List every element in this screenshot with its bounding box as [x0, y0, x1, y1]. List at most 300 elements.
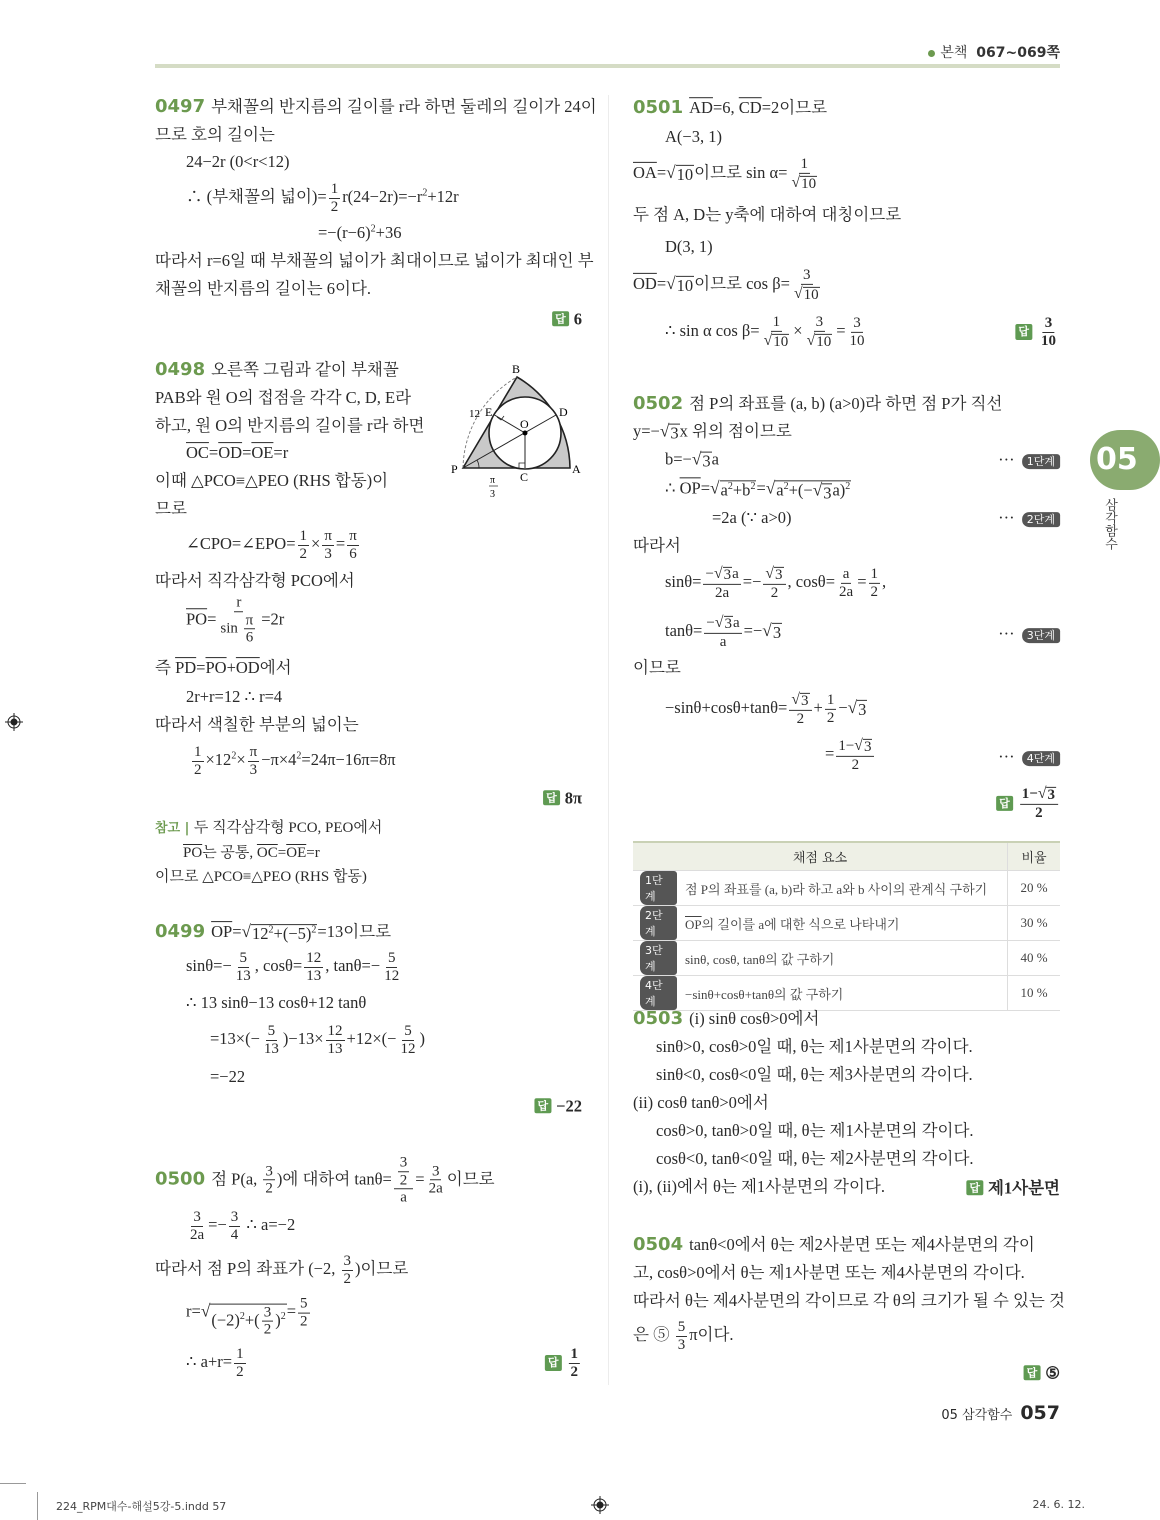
expr: [186, 687, 282, 706]
text: 2: [330, 198, 339, 215]
text: =13×(−: [210, 1028, 260, 1048]
denominator: [1033, 805, 1045, 822]
fraction: [342, 1253, 354, 1287]
text-line: [186, 950, 403, 984]
answer: [552, 309, 582, 329]
text-line: [186, 1296, 312, 1339]
text: =: [286, 1301, 296, 1321]
text: r: [236, 594, 242, 611]
text: b=−: [665, 449, 692, 469]
denominator: [329, 199, 341, 216]
text: 1: [330, 181, 339, 197]
expr: [665, 237, 713, 256]
text: =: [656, 162, 667, 182]
text: 2: [299, 545, 308, 562]
fraction: [789, 691, 811, 727]
radicand: [724, 616, 734, 633]
text-line: [155, 359, 399, 381]
radicand: [815, 333, 832, 350]
fraction: [244, 612, 256, 646]
radicand: [723, 567, 733, 584]
text: 점 P의 좌표를 (a, b) (a>0)라 하면 점 P가 직선: [689, 394, 1003, 414]
expr: [665, 478, 851, 503]
text-line: [633, 393, 1002, 415]
text: 1: [194, 744, 202, 760]
fraction: [262, 1023, 281, 1057]
text-line: [665, 314, 869, 350]
text: 따라서: [633, 536, 681, 556]
square-root: [765, 565, 783, 584]
answer-badge: 답: [1015, 324, 1032, 339]
text: 3: [702, 451, 711, 471]
text: 10: [816, 333, 832, 350]
fraction: [805, 314, 835, 350]
text: 3: [263, 1304, 272, 1321]
text: 12: [327, 1023, 343, 1039]
text: 13: [306, 967, 322, 984]
text: 제1사분면: [987, 1177, 1060, 1197]
text: 2: [826, 709, 835, 726]
expr: [210, 1067, 245, 1086]
text: =2r: [261, 608, 285, 628]
numerator: [825, 692, 837, 710]
denominator: [322, 546, 334, 563]
text: +12×(−: [346, 1028, 397, 1048]
numerator: [329, 181, 341, 199]
radical-sign-icon: √: [713, 564, 723, 582]
text-line: [656, 1149, 974, 1169]
square-root: [762, 621, 782, 642]
text: 2: [263, 1321, 272, 1338]
fraction: [394, 1154, 414, 1206]
label-P: P: [451, 462, 458, 476]
text: 3: [775, 566, 783, 583]
text: 부채꼴의 반지름의 길이를 r라 하면 둘레의 길이가 24이: [211, 97, 597, 117]
text-line: [186, 181, 459, 215]
radicand: [800, 693, 810, 710]
table-row: [633, 941, 1060, 976]
denominator: [1039, 333, 1058, 350]
text: =−22: [210, 1067, 246, 1087]
fraction: [825, 692, 837, 726]
numerator: [192, 744, 204, 762]
header-pages: 067~069쪽: [976, 45, 1060, 61]
fraction: [704, 614, 741, 650]
answer-badge: 답: [996, 795, 1013, 810]
step-badge: 3단계: [1022, 628, 1060, 643]
registration-mark-icon: [5, 713, 23, 731]
fraction: [229, 1209, 241, 1243]
denominator: [262, 1322, 274, 1339]
text: =: [207, 608, 217, 628]
denominator: [713, 585, 731, 602]
radical-sign-icon: √: [666, 162, 676, 182]
bullet-icon: [928, 50, 935, 57]
text: 3: [858, 699, 867, 719]
scoring-table: [633, 841, 1060, 1011]
answer-badge: 답: [545, 1355, 562, 1370]
text: 3: [399, 1154, 408, 1171]
expr: [633, 422, 792, 441]
expr: [665, 450, 719, 469]
text: 2a: [715, 584, 730, 601]
text-line: [966, 1176, 1060, 1198]
chapter-number: 05: [1096, 442, 1138, 477]
text: 10: [849, 332, 865, 349]
text: 1: [772, 313, 781, 330]
denominator: [427, 1181, 445, 1198]
text: ×: [236, 749, 246, 769]
radicand: [676, 276, 695, 294]
text: (i), (ii)에서 θ는 제1사분면의 각이다.: [633, 1177, 885, 1197]
expr: [665, 613, 782, 650]
fraction: [322, 528, 334, 562]
segment: [689, 98, 713, 117]
text-line: [155, 1154, 495, 1206]
text-line: [656, 1121, 974, 1141]
text: $\overline{PO}$: [183, 845, 203, 861]
expr: [318, 223, 401, 242]
numerator: [266, 1023, 278, 1041]
label-A: A: [572, 462, 581, 476]
segment: [218, 443, 242, 462]
text: 2: [311, 924, 317, 936]
fraction: [836, 737, 874, 773]
text: =: [825, 743, 835, 763]
label-C: C: [520, 470, 529, 484]
fraction: [398, 1023, 417, 1057]
text: ,: [882, 571, 887, 591]
text: 2: [300, 1313, 308, 1330]
text-line: [633, 156, 821, 192]
text: $\overline{OP}$: [211, 922, 233, 942]
radicand: [676, 165, 695, 183]
expr: [155, 658, 292, 677]
expr: [633, 1093, 769, 1112]
denominator: [792, 284, 822, 303]
text-line: [665, 691, 867, 727]
label-length: 12: [469, 408, 480, 420]
note-label: 참고 |: [155, 821, 194, 836]
expr: [665, 564, 887, 601]
text-line: [633, 1177, 885, 1197]
print-date: 24. 6. 12.: [1032, 1498, 1085, 1511]
square-root: [201, 1301, 287, 1338]
expr: [838, 738, 872, 754]
text: π: [249, 744, 258, 760]
numerator: [234, 594, 243, 612]
text: 5: [677, 1319, 686, 1335]
expr: [685, 952, 834, 967]
text: $\overline{PD}$: [175, 658, 197, 678]
text: ): [275, 1310, 281, 1330]
text-line: [543, 786, 582, 808]
text: ∴ sin α cos β=: [665, 320, 760, 340]
expr: [998, 508, 1060, 527]
crop-mark: [37, 1492, 38, 1520]
expr: [155, 471, 388, 490]
ratio-cell: 40 %: [1008, 941, 1061, 976]
numerator: [1043, 315, 1055, 333]
fraction: [789, 156, 819, 192]
fraction: [218, 594, 259, 646]
numerator: [304, 950, 323, 968]
text-line: [186, 443, 288, 463]
numerator: [814, 314, 826, 332]
header-rule: [155, 64, 1060, 68]
numerator: [248, 744, 260, 762]
radical-sign-icon: √: [765, 478, 776, 498]
text-line: [186, 687, 282, 707]
radical-sign-icon: √: [765, 564, 775, 582]
text: 3: [823, 483, 832, 503]
text: π: [349, 528, 357, 544]
table-row: [633, 871, 1060, 906]
text: a): [832, 480, 846, 500]
text: 에서: [259, 658, 292, 678]
text: 5: [404, 1023, 412, 1039]
expr: [211, 1304, 286, 1338]
radical-sign-icon: √: [791, 173, 801, 191]
square-root: [1038, 785, 1056, 804]
step-badge: 3단계: [640, 941, 677, 975]
text-line: [155, 125, 275, 145]
numerator: [322, 528, 334, 546]
criteria-cell: [681, 871, 1008, 906]
numerator: [841, 566, 852, 584]
page-footer: [941, 1402, 1060, 1424]
text: a: [776, 480, 784, 500]
text: 3: [431, 1163, 440, 1179]
expr: [155, 1154, 495, 1206]
text-line: [186, 152, 290, 172]
numerator: [430, 1163, 442, 1181]
radicand: [772, 623, 782, 641]
text: $\overline{PO}$: [186, 608, 208, 628]
denominator: [382, 968, 401, 985]
text: 오른쪽 그림과 같이 부채꼴: [211, 360, 399, 380]
segment: [205, 658, 226, 677]
problem-number: 0500: [155, 1167, 206, 1189]
fraction: [398, 1154, 410, 1188]
text-line: [1024, 1361, 1060, 1383]
text: =−: [743, 620, 763, 640]
text-line: [998, 450, 1060, 470]
expr: [685, 917, 899, 932]
fraction: [762, 314, 792, 350]
text: (i) sinθ cosθ>0에서: [689, 1009, 820, 1029]
denominator: [262, 1041, 281, 1058]
text: 2: [422, 187, 428, 199]
square-root: [791, 173, 817, 192]
chapter-tab-title: 삼각함수: [1102, 498, 1117, 550]
text-line: [633, 97, 827, 119]
text: 3: [772, 622, 782, 642]
square-root: [242, 922, 318, 943]
radicand: [857, 700, 867, 718]
denominator: [218, 612, 259, 646]
text: sinθ<0, cosθ<0일 때, θ는 제3사분면의 각이다.: [656, 1065, 973, 1085]
text: 13: [263, 1040, 279, 1057]
fraction: [347, 528, 359, 562]
text: tanθ<0에서 θ는 제2사분면 또는 제4사분면의 각이: [689, 1235, 1035, 1255]
answer: [534, 1096, 582, 1116]
chapter-tab[interactable]: [1090, 430, 1160, 490]
text: 3: [724, 615, 732, 632]
problem-number: 0498: [155, 359, 206, 381]
radical-sign-icon: √: [659, 421, 670, 441]
segment: [739, 98, 762, 117]
expr: [633, 1235, 1035, 1254]
text: 2: [570, 1363, 578, 1380]
denominator: [825, 710, 837, 727]
expr: [665, 313, 869, 350]
text: 채꼴의 반지름의 길이는 6이다.: [155, 279, 372, 299]
segment: [186, 443, 209, 462]
text: ···: [998, 508, 1019, 528]
text-line: [155, 819, 382, 837]
text: +: [226, 658, 236, 678]
text: (−2): [211, 1310, 240, 1330]
denominator: [244, 629, 256, 646]
text-line: [545, 1346, 582, 1380]
numerator: [342, 1253, 354, 1271]
expr: [155, 97, 597, 116]
text: 1: [800, 155, 809, 172]
text: π이다.: [689, 1324, 734, 1344]
text: 2a: [839, 583, 854, 600]
segment: [633, 163, 657, 182]
square-root: [854, 737, 872, 756]
text-line: [155, 658, 292, 678]
radical-sign-icon: √: [691, 449, 702, 469]
file-slug: 224_RPM대수-해설5강-5.indd 57: [56, 1500, 227, 1513]
expr: [155, 571, 355, 590]
fraction: [427, 1163, 445, 1197]
denominator: [805, 331, 835, 350]
expr: [155, 251, 594, 270]
ratio-cell: 20 %: [1008, 871, 1061, 906]
text: )이므로: [355, 1258, 409, 1278]
denominator: [848, 333, 867, 350]
numerator: [191, 1209, 203, 1227]
text-line: [825, 737, 876, 773]
square-root: [692, 450, 712, 471]
text-line: [186, 528, 361, 562]
numerator: [799, 156, 811, 174]
text: ×12: [205, 749, 232, 769]
text-line: [190, 744, 396, 778]
table-row: [633, 906, 1060, 941]
text: sinθ=: [665, 571, 702, 591]
text-line: [996, 785, 1060, 821]
text: ∴ 13 sinθ−13 cosθ+12 tanθ: [186, 993, 367, 1013]
text: −: [706, 614, 715, 631]
text: r=: [186, 1301, 201, 1321]
text: =: [242, 443, 252, 463]
text-line: [186, 594, 284, 646]
fraction: [569, 1346, 581, 1380]
text: 3: [677, 1336, 686, 1353]
text: a: [733, 614, 740, 631]
text: 2: [845, 480, 851, 492]
radicand: [774, 567, 784, 584]
text: 두 직각삼각형 PCO, PEO에서: [193, 820, 383, 836]
denominator: [304, 968, 323, 985]
text: 2: [783, 480, 789, 492]
text: 은 ⑤: [633, 1324, 674, 1344]
text: 3: [815, 313, 824, 330]
segment: [251, 443, 273, 462]
fraction: [304, 950, 323, 984]
text: , tanθ=−: [325, 955, 381, 975]
text: cosθ<0, tanθ<0일 때, θ는 제2사분면의 각이다.: [656, 1149, 974, 1169]
square-root: [764, 331, 790, 350]
text-line: [183, 844, 320, 862]
text: =−: [208, 1214, 227, 1234]
expr: [998, 450, 1060, 469]
text: 1: [236, 1346, 244, 1362]
superscript: [281, 1311, 286, 1322]
text-line: [633, 1291, 1065, 1311]
text: $\overline{OC}$: [256, 845, 278, 861]
text: 6: [349, 545, 357, 562]
expr: [685, 882, 987, 897]
numerator: [763, 565, 785, 585]
square-root: [714, 565, 732, 584]
expr: [534, 1094, 582, 1113]
square-root: [766, 478, 852, 501]
numerator: [244, 612, 256, 630]
text: 10: [773, 333, 789, 350]
text: +b: [732, 480, 751, 500]
text: 5: [300, 1295, 308, 1312]
radicand: [720, 480, 757, 498]
text: 10: [676, 275, 694, 295]
fraction: [848, 315, 867, 349]
text-line: [656, 1037, 973, 1057]
text: ∴: [665, 478, 680, 498]
text: 2a: [428, 1180, 443, 1197]
text: =: [700, 478, 711, 498]
text: 2: [296, 750, 302, 762]
radicand: [803, 286, 820, 303]
text: −: [705, 565, 714, 582]
expr: [633, 1263, 1025, 1282]
text: 1: [870, 566, 878, 582]
fraction: [869, 566, 881, 600]
text: =r: [306, 845, 320, 861]
text: 12: [400, 1040, 416, 1057]
expr: [633, 394, 1002, 413]
text: PAB와 원 O의 접점을 각각 C, D, E라: [155, 388, 412, 408]
expr: [155, 921, 392, 944]
text: 12: [306, 950, 322, 966]
text-line: [155, 279, 371, 299]
text: 2: [268, 924, 274, 936]
text: =: [656, 273, 667, 293]
expr: [155, 499, 187, 518]
text: ∴ a=−2: [242, 1214, 296, 1234]
text: 1: [826, 692, 835, 708]
expr: [633, 536, 681, 555]
text-line: [318, 223, 401, 243]
text: 1−: [838, 737, 855, 754]
expr: [186, 1295, 312, 1338]
answer-badge: 답: [552, 311, 569, 326]
text: a: [732, 565, 739, 582]
square-root: [666, 163, 694, 184]
